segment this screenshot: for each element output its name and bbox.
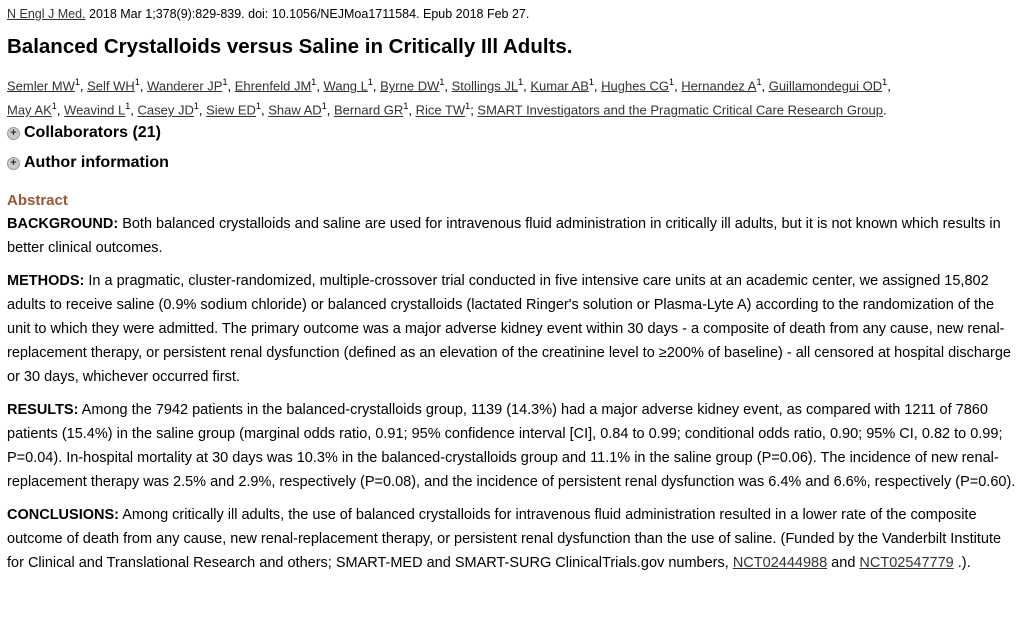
affiliation-marker: 1 <box>756 77 762 87</box>
affiliation-marker: 1 <box>74 77 80 87</box>
affiliation-marker: 1 <box>465 101 471 112</box>
author-link[interactable]: Hughes CG <box>601 78 670 94</box>
affiliation-marker: 1 <box>439 77 445 87</box>
author-link[interactable]: Casey JD <box>137 102 194 118</box>
section-label: METHODS: <box>7 273 85 289</box>
author-link[interactable]: Weavind L <box>64 102 126 118</box>
collaborators-label: Collaborators (21) <box>24 124 161 141</box>
affiliation-marker: 1 <box>367 77 373 87</box>
author-information-label: Author information <box>24 154 169 171</box>
abstract-results <box>7 398 1019 494</box>
expand-plus-icon: + <box>7 127 20 140</box>
affiliation-marker: 1 <box>125 101 131 112</box>
section-label: BACKGROUND: <box>7 216 119 232</box>
author-link[interactable]: Byrne DW <box>380 78 440 94</box>
affiliation-marker: 1 <box>321 101 327 112</box>
collaborators-toggle[interactable] <box>7 124 161 142</box>
author-link[interactable]: May AK <box>7 102 52 118</box>
author-link[interactable]: Guillamondegui OD <box>768 78 883 94</box>
author-link[interactable]: Siew ED <box>206 102 256 118</box>
author-information-toggle[interactable] <box>7 154 169 172</box>
article-title: Balanced Crystalloids versus Saline in Critically Ill Adults. <box>7 35 573 58</box>
section-text: Among critically ill adults, the use of balanced crystalloids for intravenous fluid administration resulted in a lower rate of the composite outcome of death from any cause, new renal-replacement therapy, or persistent renal dysfunction than the use of saline. (Funded by the Vanderbilt Institute for Clinical and Translational Research and others; SMART-MED and SMART-SURG ClinicalTrials.gov numbers, <box>7 507 1002 571</box>
author-link[interactable]: Semler MW <box>7 78 75 94</box>
journal-link[interactable]: N Engl J Med. <box>7 7 86 21</box>
affiliation-marker: 1 <box>669 77 675 87</box>
trial-link-1[interactable]: NCT02444988 <box>732 555 828 571</box>
abstract-body <box>7 212 1019 584</box>
section-text: and <box>827 555 860 571</box>
author-link[interactable]: Self WH <box>87 78 135 94</box>
section-label: CONCLUSIONS: <box>7 507 119 523</box>
section-text: In a pragmatic, cluster-randomized, multiple-crossover trial conducted in five intensive care units at an academic center, we assigned 15,802 adults to receive saline (0.9% sodium chloride) or balanced crystalloids (lactated Ringer's solution or Plasma-Lyte A) according to the randomization of the unit to which they were admitted. The primary outcome was a major adverse kidney event within 30 days - a composite of death from any cause, new renal-replacement therapy, or persistent renal dysfunction (defined as an elevation of the creatinine level to ≥200% of baseline) - all censored at hospital discharge or 30 days, whichever occurred first. <box>7 273 1011 385</box>
group-author-link[interactable]: SMART Investigators and the Pragmatic Critical Care Research Group <box>477 102 883 118</box>
trial-link-2[interactable]: NCT02547779 <box>859 555 954 571</box>
affiliation-marker: 1 <box>588 77 594 87</box>
affiliation-marker: 1 <box>193 101 199 112</box>
affiliation-marker: 1 <box>882 77 888 87</box>
citation <box>7 7 529 21</box>
expand-plus-icon: + <box>7 157 20 170</box>
author-list: Semler $MW^1$, Self $WH^1$, Wanderer $JP^1$, Ehrenfeld $JM^1$, Wang $L^1$, Byrne $DW^1$, Stollings $JL^1$, Kumar $AB^1$, Hughes $CG^1$, Hernandez $A^1$, Guillamondegui $OD^1$, May $AK^1$, Weavind $L^1$, Casey $JD^1$, Siew $ED^1$, Shaw $AD^1$, Bernard $GR^1$, Rice $TW^1$; SMART Investigators and the Pragmatic Critical Care Research Group. <box>7 77 891 118</box>
author-link[interactable]: Shaw AD <box>268 102 322 118</box>
author-link[interactable]: Wang L <box>323 78 368 94</box>
section-label: RESULTS: <box>7 402 79 418</box>
affiliation-marker: 1 <box>255 101 261 112</box>
section-text: Among the 7942 patients in the balanced-crystalloids group, 1139 (14.3%) had a major adverse kidney event, as compared with 1211 of 7860 patients (15.4%) in the saline group (marginal odds ratio, 0.91; 95% confidence interval [CI], 0.84 to 0.99; conditional odds ratio, 0.90; 95% CI, 0.82 to 0.99; P=0.04). In-hospital mortality at 30 days was 10.3% in the balanced-crystalloids group and 11.1% in the saline group (P=0.06). The incidence of new renal-replacement therapy was 2.5% and 2.9%, respectively (P=0.08), and the incidence of persistent renal dysfunction was 6.4% and 6.6%, respectively (P=0.60). <box>7 402 1016 490</box>
affiliation-marker: 1 <box>222 77 228 87</box>
author-link[interactable]: Stollings JL <box>451 78 519 94</box>
affiliation-marker: 1 <box>51 101 57 112</box>
section-text: .). <box>953 555 971 571</box>
author-link[interactable]: Kumar AB <box>530 78 589 94</box>
affiliation-marker: 1 <box>403 101 409 112</box>
affiliation-marker: 1 <box>518 77 524 87</box>
author-link[interactable]: Rice TW <box>415 102 466 118</box>
abstract-heading: Abstract <box>7 192 68 209</box>
affiliation-marker: 1 <box>134 77 140 87</box>
author-link[interactable]: Wanderer JP <box>147 78 223 94</box>
author-link[interactable]: Ehrenfeld JM <box>234 78 312 94</box>
affiliation-marker: 1 <box>311 77 317 87</box>
abstract-conclusions <box>7 503 1019 575</box>
citation-details: 2018 Mar 1;378(9):829-839. doi: 10.1056/NEJMoa1711584. Epub 2018 Feb 27. <box>85 7 530 21</box>
author-link[interactable]: Bernard GR <box>333 102 404 118</box>
section-text: Both balanced crystalloids and saline are used for intravenous fluid administration in critically ill adults, but it is not known which results in better clinical outcomes. <box>7 216 1001 256</box>
abstract-methods <box>7 269 1019 389</box>
abstract-background <box>7 212 1019 260</box>
author-link[interactable]: Hernandez A <box>681 78 757 94</box>
